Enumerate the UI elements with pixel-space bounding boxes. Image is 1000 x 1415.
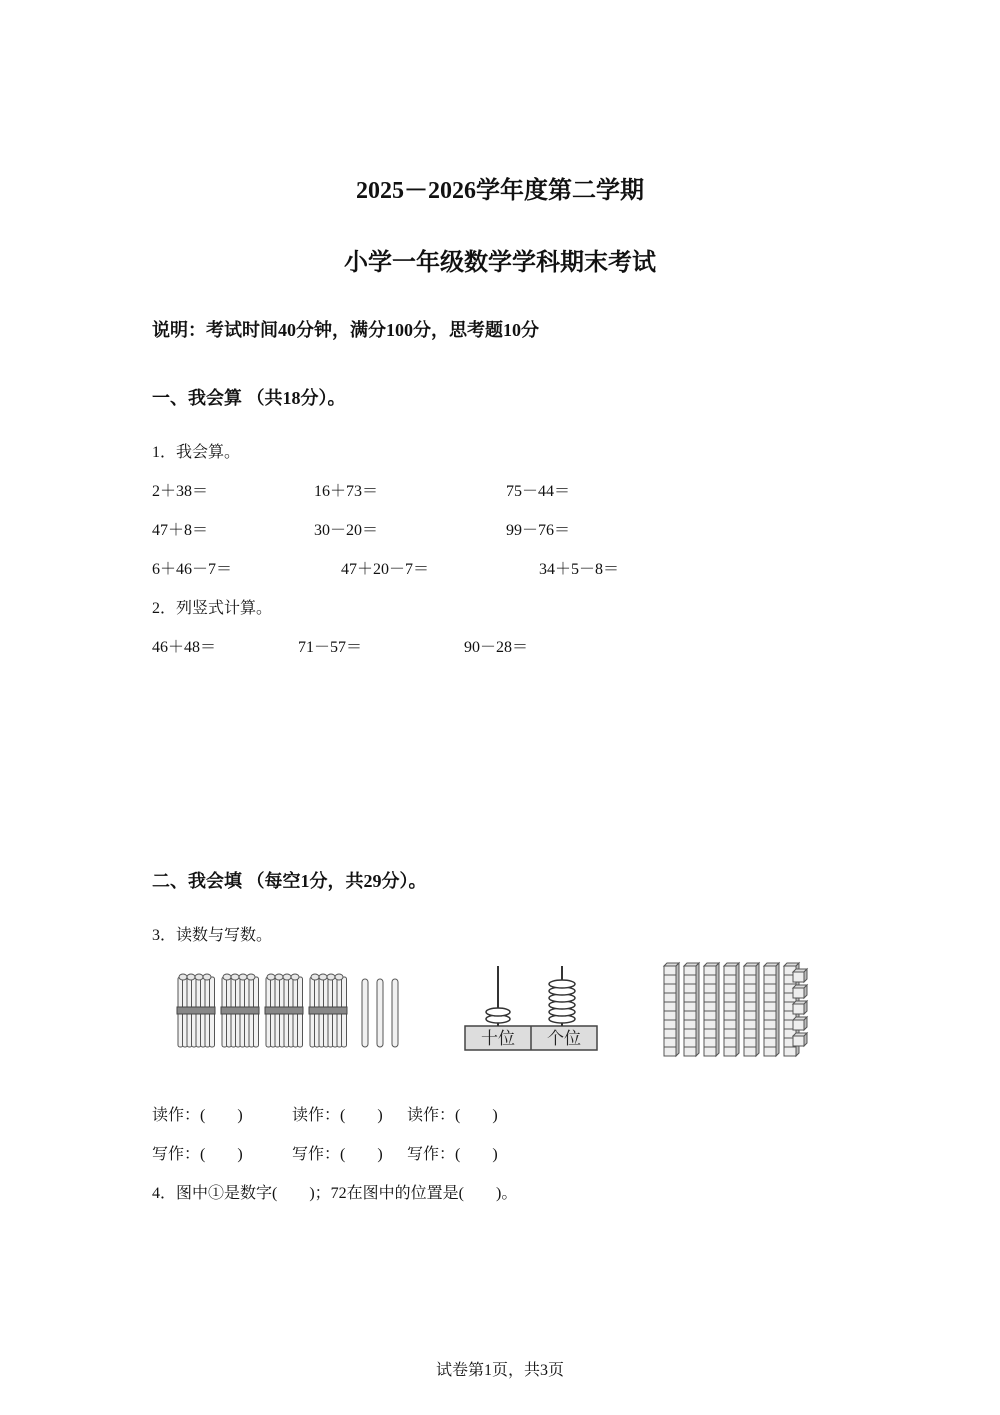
unit-cube	[793, 1001, 807, 1014]
q2-prompt: 2．列竖式计算。	[152, 600, 273, 617]
abacus-bead	[549, 980, 575, 988]
abacus-figure	[462, 962, 602, 1057]
ten-rod	[684, 963, 699, 1056]
stick-bundle	[177, 974, 215, 1047]
write-answer-3[interactable]: 写作：( )	[407, 1146, 498, 1163]
abacus-label-tens: 十位	[481, 1029, 515, 1049]
unit-cube	[793, 985, 807, 998]
q1-problem: 2＋38＝	[152, 483, 209, 500]
stick-bundle	[265, 974, 303, 1047]
abacus-bead	[486, 1008, 510, 1016]
single-stick	[392, 979, 398, 1047]
q1-problem: 47＋20－7＝	[341, 561, 430, 578]
single-stick	[362, 979, 368, 1047]
write-answer-2[interactable]: 写作：( )	[292, 1146, 383, 1163]
unit-cube	[793, 969, 807, 982]
stick-bundle	[309, 974, 347, 1047]
section1-heading: 一、我会算 （共18分）。	[152, 388, 346, 408]
q1-prompt: 1．我会算。	[152, 444, 241, 461]
exam-instructions: 说明：考试时间40分钟，满分100分，思考题10分	[152, 320, 539, 340]
single-stick	[377, 979, 383, 1047]
exam-title-year: 2025－2026学年度第二学期	[356, 178, 644, 204]
sticks-figure	[170, 965, 410, 1055]
abacus-label-ones: 个位	[547, 1029, 581, 1049]
read-answer-2[interactable]: 读作：( )	[292, 1107, 383, 1124]
read-answer-3[interactable]: 读作：( )	[407, 1107, 498, 1124]
unit-cube	[793, 1017, 807, 1030]
ten-rod	[664, 963, 679, 1056]
base-ten-blocks-figure	[660, 960, 820, 1060]
ten-rod	[744, 963, 759, 1056]
q1-problem: 30－20＝	[314, 522, 379, 539]
q4-prompt: 4．图中①是数字( )；72在图中的位置是( )。	[152, 1185, 518, 1202]
q1-problem: 75－44＝	[506, 483, 571, 500]
page-footer: 试卷第1页，共3页	[435, 1362, 564, 1379]
q3-prompt: 3．读数与写数。	[152, 927, 273, 944]
ten-rod	[724, 963, 739, 1056]
read-answer-1[interactable]: 读作：( )	[152, 1107, 243, 1124]
q1-problem: 34＋5－8＝	[539, 561, 620, 578]
q1-problem: 47＋8＝	[152, 522, 209, 539]
section2-heading: 二、我会填 （每空1分，共29分）。	[152, 871, 427, 891]
write-answer-1[interactable]: 写作：( )	[152, 1146, 243, 1163]
ten-rod	[704, 963, 719, 1056]
q1-problem: 99－76＝	[506, 522, 571, 539]
q2-problem: 71－57＝	[298, 639, 363, 656]
exam-title-subject: 小学一年级数学学科期末考试	[344, 250, 656, 276]
stick-bundle	[221, 974, 259, 1047]
unit-cube	[793, 1033, 807, 1046]
q2-problem: 90－28＝	[464, 639, 529, 656]
ten-rod	[764, 963, 779, 1056]
q1-problem: 16＋73＝	[314, 483, 379, 500]
q2-problem: 46＋48＝	[152, 639, 217, 656]
q1-problem: 6＋46－7＝	[152, 561, 233, 578]
